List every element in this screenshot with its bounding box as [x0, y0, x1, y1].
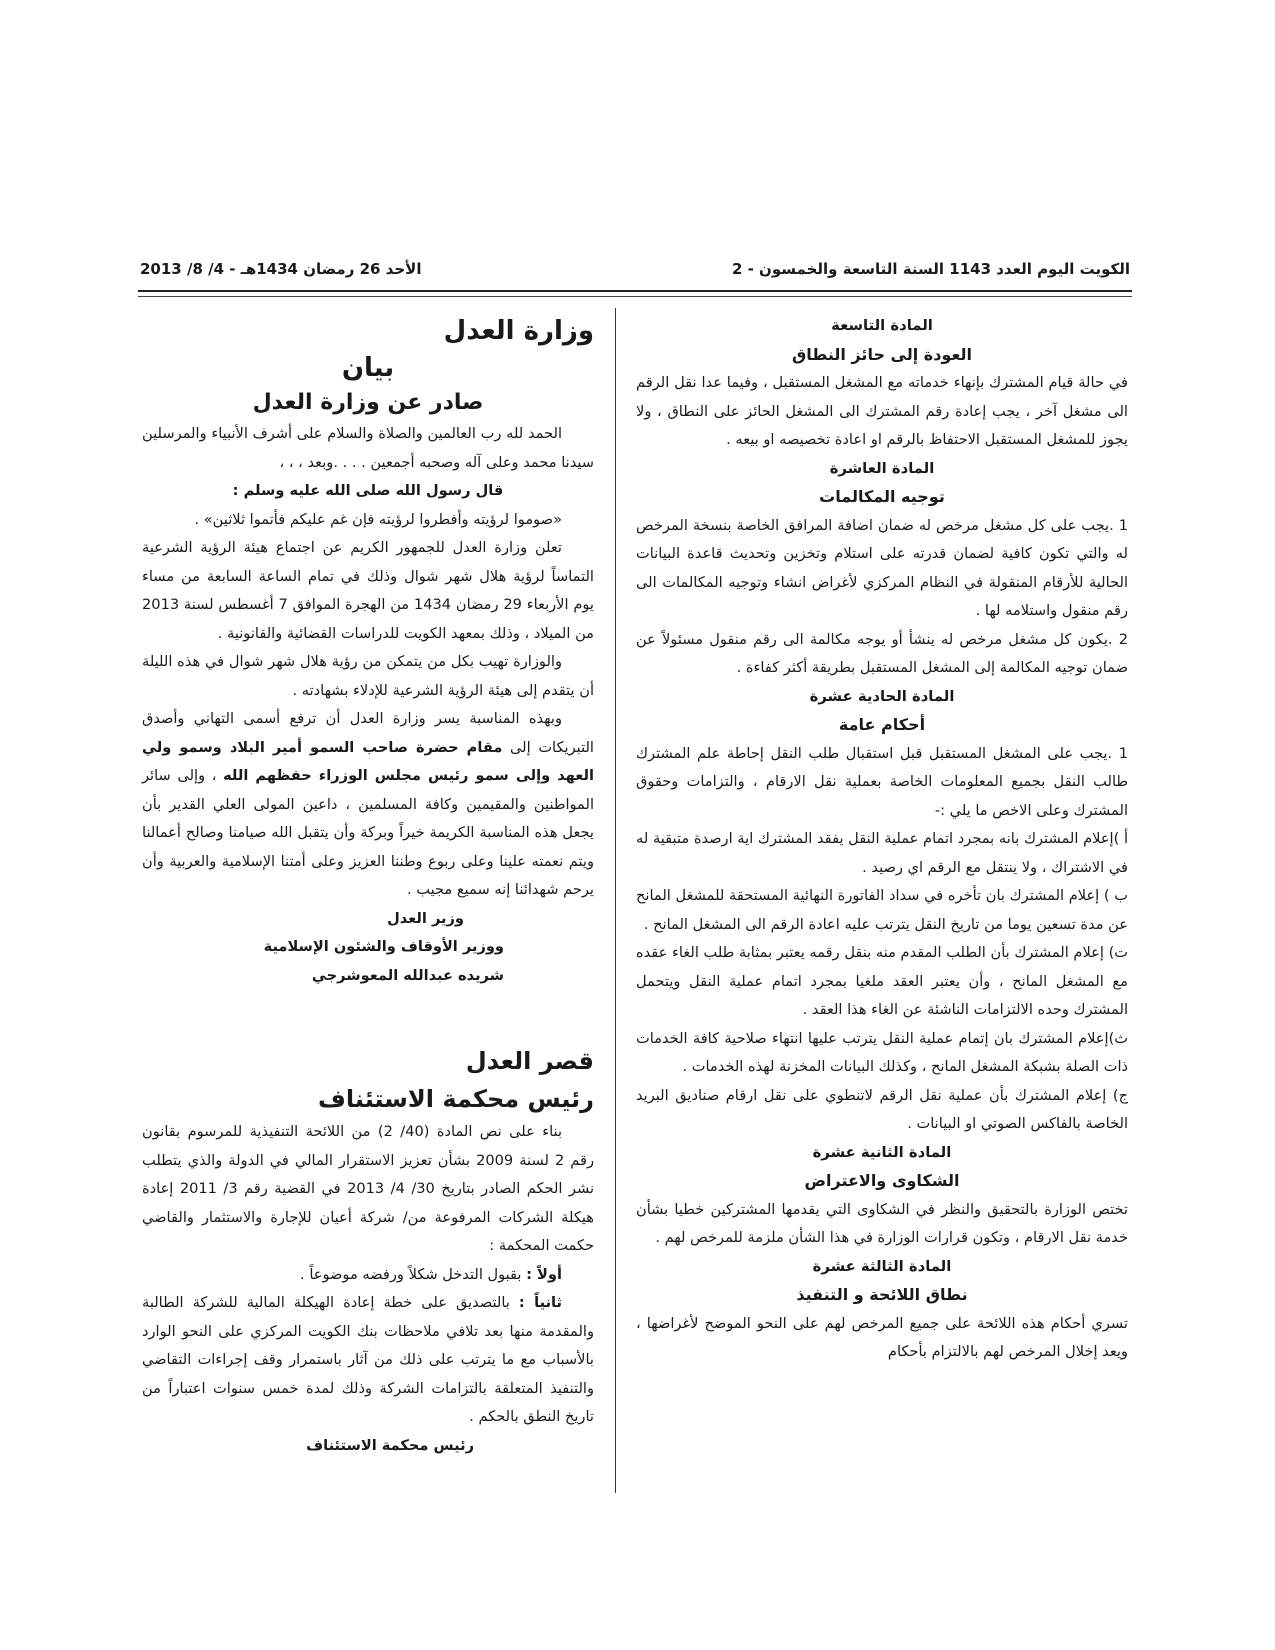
ruling-first-label: أولاً :: [526, 1265, 562, 1283]
column-divider: [615, 308, 616, 1493]
ruling-second: [142, 1289, 594, 1432]
article-13-body: تسري أحكام هذه اللائحة على جميع المرخص لهم على النحو الموضح لأغراضها ، ويعد إخلال المرخص لهم بالالتزام بأحكام: [636, 1314, 1128, 1360]
court-title: قصر العدل: [465, 1047, 594, 1075]
appeal-paragraph: والوزارة تهيب بكل من يتمكن من رؤية هلال شهر شوال في هذه الليلة أن يتقدم إلى هيئة الرؤية الشرعية للإدلاء بشهادته .: [142, 653, 594, 699]
announcement-paragraph: تعلن وزارة العدل للجمهور الكريم عن اجتماع هيئة الرؤية الشرعية التماساً لرؤية هلال شهر شوال وذلك في تمام الساعة السابعة من مساء يوم الأربعاء 29 رمضان 1434 من الهجرة الموافق 7 أغسطس لسنة 2013 من الميلاد ، وذلك بمعهد الكويت للدراسات القضائية والقانونية .: [142, 539, 594, 642]
signatory-title: وزير العدل: [387, 909, 464, 927]
article-10-heading: المادة العاشرة: [829, 459, 935, 477]
hadith-intro: قال رسول الله صلى الله عليه وسلم :: [232, 482, 504, 499]
header-rule: [138, 290, 1132, 292]
article-9-heading: المادة التاسعة: [831, 317, 933, 334]
praise-paragraph: الحمد لله رب العالمين والصلاة والسلام على أشرف الأنبياء والمرسلين سيدنا محمد وعلى آله وصحبه أجمعين . . . .وبعد ، ، ،: [142, 425, 594, 471]
left-column: [142, 312, 594, 1460]
ministry-title: وزارة العدل: [443, 316, 594, 346]
article-11-item-1: 1 .يجب على المشغل المستقبل قبل استقبال طلب النقل إحاطة علم المشترك طالب النقل بجميع المعلومات الخاصة بعملية نقل الارقام ، والتزامات وحقوق المشترك وعلى الاخص ما يلي :-: [636, 744, 1128, 819]
article-10-title: توجيه المكالمات: [819, 487, 945, 506]
signatory-title-2: ووزير الأوقاف والشئون الإسلامية: [263, 938, 504, 955]
greeting-dignitaries: مقام حضرة صاحب السمو أمير البلاد وسمو ولي العهد وإلى سمو رئيس مجلس الوزراء حفظهم الله: [142, 738, 594, 784]
signatory-name: شريده عبدالله المعوشرجي: [311, 966, 504, 984]
greeting-end: ، وإلى سائر المواطنين والمقيمين وكافة المسلمين ، داعين المولى العلي القدير بأن يجعل هذه المناسبة الكريمة خيراً وبركة وأن يتقبل الله صيامنا وصالح أعمالنا ويتم نعمته علينا وعلى ربوع وطننا العزيز وعلى أمتنا الإسلامية والعربية وأن يرحم شهدائنا إنه سميع مجيب .: [142, 767, 594, 898]
article-13-heading: المادة الثالثة عشرة: [812, 1257, 952, 1275]
ruling-second-label: ثانياً :: [518, 1294, 563, 1311]
article-11-item-th: ث)إعلام المشترك بان إتمام عملية النقل يترتب عليها انتهاء صلاحية كافة الخدمات ذات الصلة بشبكة المشغل المانح ، وكذلك البيانات المخزنة لهذه الخدمات .: [636, 1029, 1128, 1075]
article-9-body: في حالة قيام المشترك بإنهاء خدماته مع المشغل المستقبل ، وفيما عدا نقل الرقم الى مشغل آخر ، يجب إعادة رقم المشترك الى المشغل الحائز على النطاق ، ولا يجوز للمشغل المستقبل الاحتفاظ بالرقم او اعادة تخصيصه او بيعه .: [636, 374, 1128, 448]
article-10-item-2: 2 .يكون كل مشغل مرخص له ينشأ أو يوجه مكالمة الى رقم منقول مسئولاً عن ضمان توجيه المكالمة إلى المشغل المستقبل بطريقة أكثر كفاءة .: [636, 630, 1128, 676]
statement-title: بيان: [341, 353, 395, 383]
running-header: [140, 260, 1130, 284]
issue-date: الأحد 26 رمضان 1434هـ - 4/ 8/ 2013: [140, 260, 422, 278]
section-spacer: [142, 990, 594, 1042]
court-signatory: رئيس محكمة الاستئناف: [306, 1436, 474, 1454]
greeting-start: وبهذه المناسبة يسر وزارة العدل أن ترفع أسمى التهاني وأصدق التبريكات إلى: [142, 710, 594, 756]
header-rule-thin: [138, 296, 1132, 297]
article-13-title: نطاق اللائحة و التنفيذ: [796, 1285, 968, 1304]
court-head-title: رئيس محكمة الاستئناف: [318, 1085, 594, 1113]
article-11-item-b: ب ) إعلام المشترك بان تأخره في سداد الفاتورة النهائية المستحقة للمشغل المانح عن مدة تسعين يوما من تاريخ النقل يترتب عليه اعادة الرقم الى المشغل المانح .: [636, 887, 1128, 933]
issue-info: الكويت اليوم العدد 1143 السنة التاسعة والخمسون - 2: [731, 260, 1130, 278]
article-11-item-j: ج) إعلام المشترك بأن عملية نقل الرقم لاتنطوي على نقل ارقام صناديق البريد الخاصة بالفاكس الصوتي او البيانات .: [636, 1086, 1128, 1132]
article-12-body: تختص الوزارة بالتحقيق والنظر في الشكاوى التي يقدمها المشتركين خطيا بشأن خدمة نقل الارقام ، وتكون قرارات الوزارة في هذا الشأن ملزمة للمرخص لهم .: [636, 1200, 1128, 1246]
article-11-item-a: أ )إعلام المشترك بانه بمجرد اتمام عملية النقل يفقد المشترك اية ارصدة متبقية له في الاشتراك ، ولا ينتقل مع الرقم اي رصيد .: [636, 830, 1128, 876]
ruling-first: [142, 1261, 594, 1290]
article-11-title: أحكام عامة: [838, 715, 926, 734]
article-10-item-1: 1 .يجب على كل مشغل مرخص له ضمان اضافة المرافق الخاصة بنسخة المرخص له والتي تكون كافية لضمان قدرته على استلام وتخزين وتحديث قاعدة البيانات الحالية للأرقام المنقولة في النظام المركزي لأغراض انشاء وتوجيه المكالمات الى رقم منقول واستلامه لها .: [636, 516, 1128, 619]
article-12-heading: المادة الثانية عشرة: [812, 1143, 952, 1161]
hadith-text: «صوموا لرؤيته وأفطروا لرؤيته فإن غم عليكم فأتموا ثلاثين» .: [194, 510, 562, 528]
article-11-item-t: ت) إعلام المشترك بأن الطلب المقدم منه بنقل رقمه يعتبر بمثابة طلب الغاء عقده مع المشغل المانح ، وأن يعتبر العقد ملغيا بمجرد اتمام عملية النقل ويتحمل المشترك وحده الالتزامات الناشئة عن الغاء هذا العقد .: [635, 944, 1128, 1018]
court-ruling-body: بناء على نص المادة (40/ 2) من اللائحة التنفيذية للمرسوم بقانون رقم 2 لسنة 2009 بشأن تعزيز الاستقرار المالي في الدولة والذي يتطلب نشر الحكم الصادر بتاريخ 30/ 4/ 2013 في القضية رقم 3/ 2011 إعادة هيكلة الشركات المرفوعة من/ شركة أعيان للإجارة والاستثمار والقاضي حكمت المحكمة :: [142, 1123, 595, 1254]
issued-by-title: صادر عن وزارة العدل: [252, 390, 484, 415]
ruling-second-text: بالتصديق على خطة إعادة الهيكلة المالية للشركة الطالبة والمقدمة منها بعد تلافي ملاحظات بنك الكويت المركزي على النحو الوارد بالأسباب مع ما يترتب على ذلك من آثار باستمرار وقف إجراءات التقاضي والتنفيذ المتعلقة بالتزامات الشركة وذلك لمدة خمس سنوات اعتباراً من تاريخ النطق بالحكم .: [142, 1294, 594, 1425]
article-11-heading: المادة الحادية عشرة: [809, 687, 955, 705]
article-12-title: الشكاوى والاعتراض: [804, 1171, 960, 1190]
article-9-title: العودة إلى حائز النطاق: [791, 344, 973, 364]
greeting-paragraph: [142, 705, 594, 905]
right-column: [636, 312, 1128, 1367]
ruling-first-text: بقبول التدخل شكلاً ورفضه موضوعاً .: [300, 1265, 527, 1283]
